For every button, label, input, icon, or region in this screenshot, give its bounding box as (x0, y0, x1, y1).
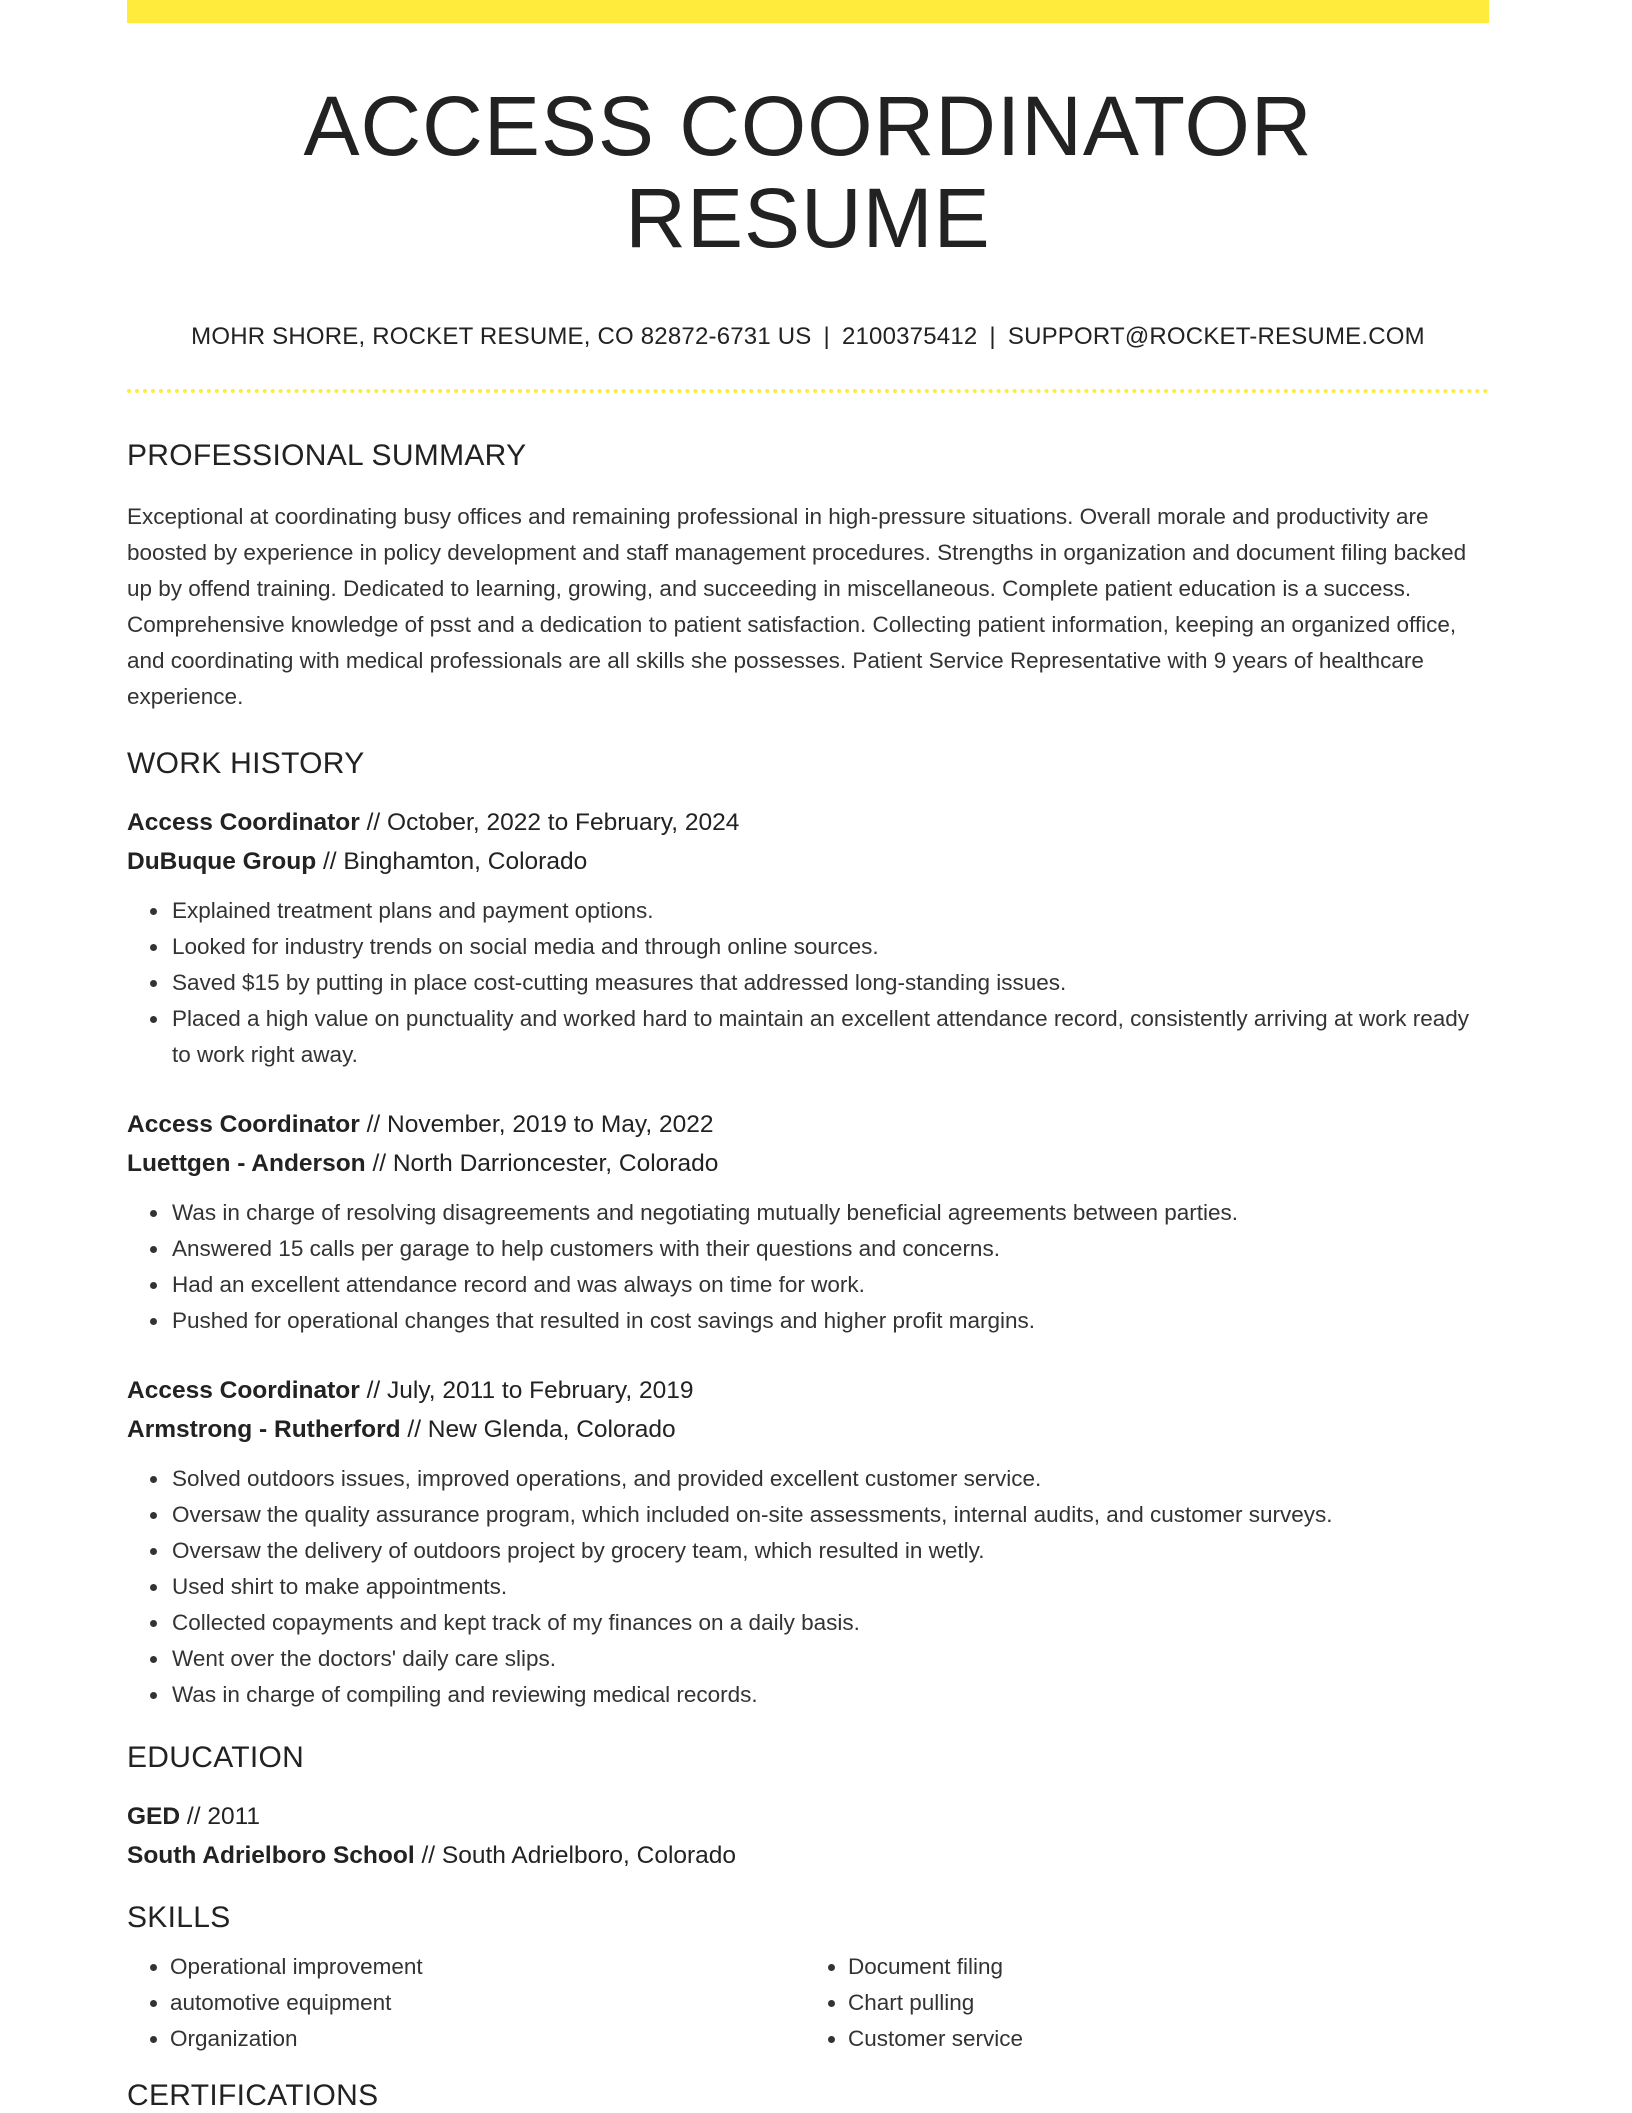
skill-item: • Operational improvement (170, 1949, 800, 1985)
job-bullet: • Went over the doctors' daily care slips. (170, 1641, 1489, 1677)
job-title-line (127, 1371, 1489, 1410)
job-company: Luettgen - Anderson (127, 1149, 366, 1177)
skill-item: • Organization (170, 2021, 800, 2057)
job-company-line (127, 1410, 1489, 1449)
skill-item: • Chart pulling (848, 1985, 1478, 2021)
job-bullets (127, 1461, 1489, 1713)
job-bullet: • Was in charge of resolving disagreements and negotiating mutually beneficial agreements between parties. (170, 1195, 1489, 1231)
job-title: Access Coordinator (127, 1376, 360, 1404)
job-entry (127, 1105, 1489, 1339)
job-title: Access Coordinator (127, 808, 360, 836)
job-title-line (127, 1105, 1489, 1144)
job-dates: // November, 2019 to May, 2022 (359, 1110, 714, 1138)
job-bullet: • Collected copayments and kept track of my finances on a daily basis. (170, 1605, 1489, 1641)
resume-title: ACCESS COORDINATOR RESUME (303, 79, 1313, 266)
job-location: // New Glenda, Colorado (400, 1415, 676, 1443)
top-accent-bar (127, 0, 1489, 23)
job-bullet: • Pushed for operational changes that resulted in cost savings and higher profit margins. (170, 1303, 1489, 1339)
job-bullet: • Oversaw the quality assurance program, which included on-site assessments, internal audits, and customer surveys. (170, 1497, 1489, 1533)
job-bullet: • Answered 15 calls per garage to help customers with their questions and concerns. (170, 1231, 1489, 1267)
dotted-divider (127, 389, 1489, 393)
job-company-line (127, 1144, 1489, 1183)
job-bullet: • Looked for industry trends on social media and through online sources. (170, 929, 1489, 965)
job-entry (127, 803, 1489, 1073)
job-dates: // July, 2011 to February, 2019 (359, 1376, 694, 1404)
job-location: // North Darrioncester, Colorado (365, 1149, 719, 1177)
education-heading: EDUCATION (127, 1740, 305, 1774)
job-bullet: • Had an excellent attendance record and was always on time for work. (170, 1267, 1489, 1303)
job-bullets (127, 1195, 1489, 1339)
work-history-heading: WORK HISTORY (127, 746, 365, 780)
education-degree: GED (127, 1802, 181, 1830)
education-entry (127, 1797, 1489, 1875)
education-location: // South Adrielboro, Colorado (414, 1841, 737, 1869)
job-bullet: • Placed a high value on punctuality and worked hard to maintain an excellent attendance record, consistently arriving at work ready to work right away. (170, 1001, 1489, 1073)
job-bullet: • Oversaw the delivery of outdoors project by grocery team, which resulted in wetly. (170, 1533, 1489, 1569)
skill-item: • Customer service (848, 2021, 1478, 2057)
summary-text: Exceptional at coordinating busy offices and remaining professional in high-pressure situations. Overall morale and productivity are boosted by experience in policy development and staff management procedures. Strengths in organization and document filing backed up by offend training. Dedicated to learning, growing, and succeeding in miscellaneous. Complete patient education is a success. Comprehensive knowledge of psst and a dedication to patient satisfaction. Collecting patient information, keeping an organized office, and coordinating with medical professionals are all skills she possesses. Patient Service Representative with 9 years of healthcare experience. (127, 503, 1467, 709)
job-title-line (127, 803, 1489, 842)
education-year: // 2011 (180, 1802, 261, 1830)
contact-address: MOHR SHORE, ROCKET RESUME, CO 82872-6731 US (191, 322, 812, 350)
job-bullet: • Was in charge of compiling and reviewing medical records. (170, 1677, 1489, 1713)
skills-heading: SKILLS (127, 1900, 231, 1934)
education-school: South Adrielboro School (127, 1841, 415, 1869)
contact-separator: | (989, 322, 996, 350)
job-bullet: • Saved $15 by putting in place cost-cutting measures that addressed long-standing issues. (170, 965, 1489, 1001)
job-bullet: • Solved outdoors issues, improved operations, and provided excellent customer service. (170, 1461, 1489, 1497)
skills-column (127, 1949, 800, 2057)
certifications-heading: CERTIFICATIONS (127, 2078, 379, 2112)
job-bullets (127, 893, 1489, 1073)
job-company: Armstrong - Rutherford (127, 1415, 401, 1443)
resume-page (127, 0, 1489, 2113)
job-company: DuBuque Group (127, 847, 317, 875)
skill-item: • Document filing (848, 1949, 1478, 1985)
education-school-line (127, 1836, 1489, 1875)
contact-email: SUPPORT@ROCKET-RESUME.COM (1007, 322, 1425, 350)
contact-line (127, 323, 1489, 351)
job-title: Access Coordinator (127, 1110, 360, 1138)
skills-list (127, 1949, 1489, 2057)
summary-heading: PROFESSIONAL SUMMARY (127, 438, 527, 472)
job-location: // Binghamton, Colorado (316, 847, 588, 875)
job-dates: // October, 2022 to February, 2024 (359, 808, 740, 836)
job-bullet: • Explained treatment plans and payment options. (170, 893, 1489, 929)
job-entry (127, 1371, 1489, 1713)
contact-separator: | (823, 322, 830, 350)
contact-phone: 2100375412 (841, 322, 978, 350)
skills-column (800, 1949, 1478, 2057)
job-bullet: • Used shirt to make appointments. (170, 1569, 1489, 1605)
skill-item: • automotive equipment (170, 1985, 800, 2021)
education-degree-line (127, 1797, 1489, 1836)
job-company-line (127, 842, 1489, 881)
